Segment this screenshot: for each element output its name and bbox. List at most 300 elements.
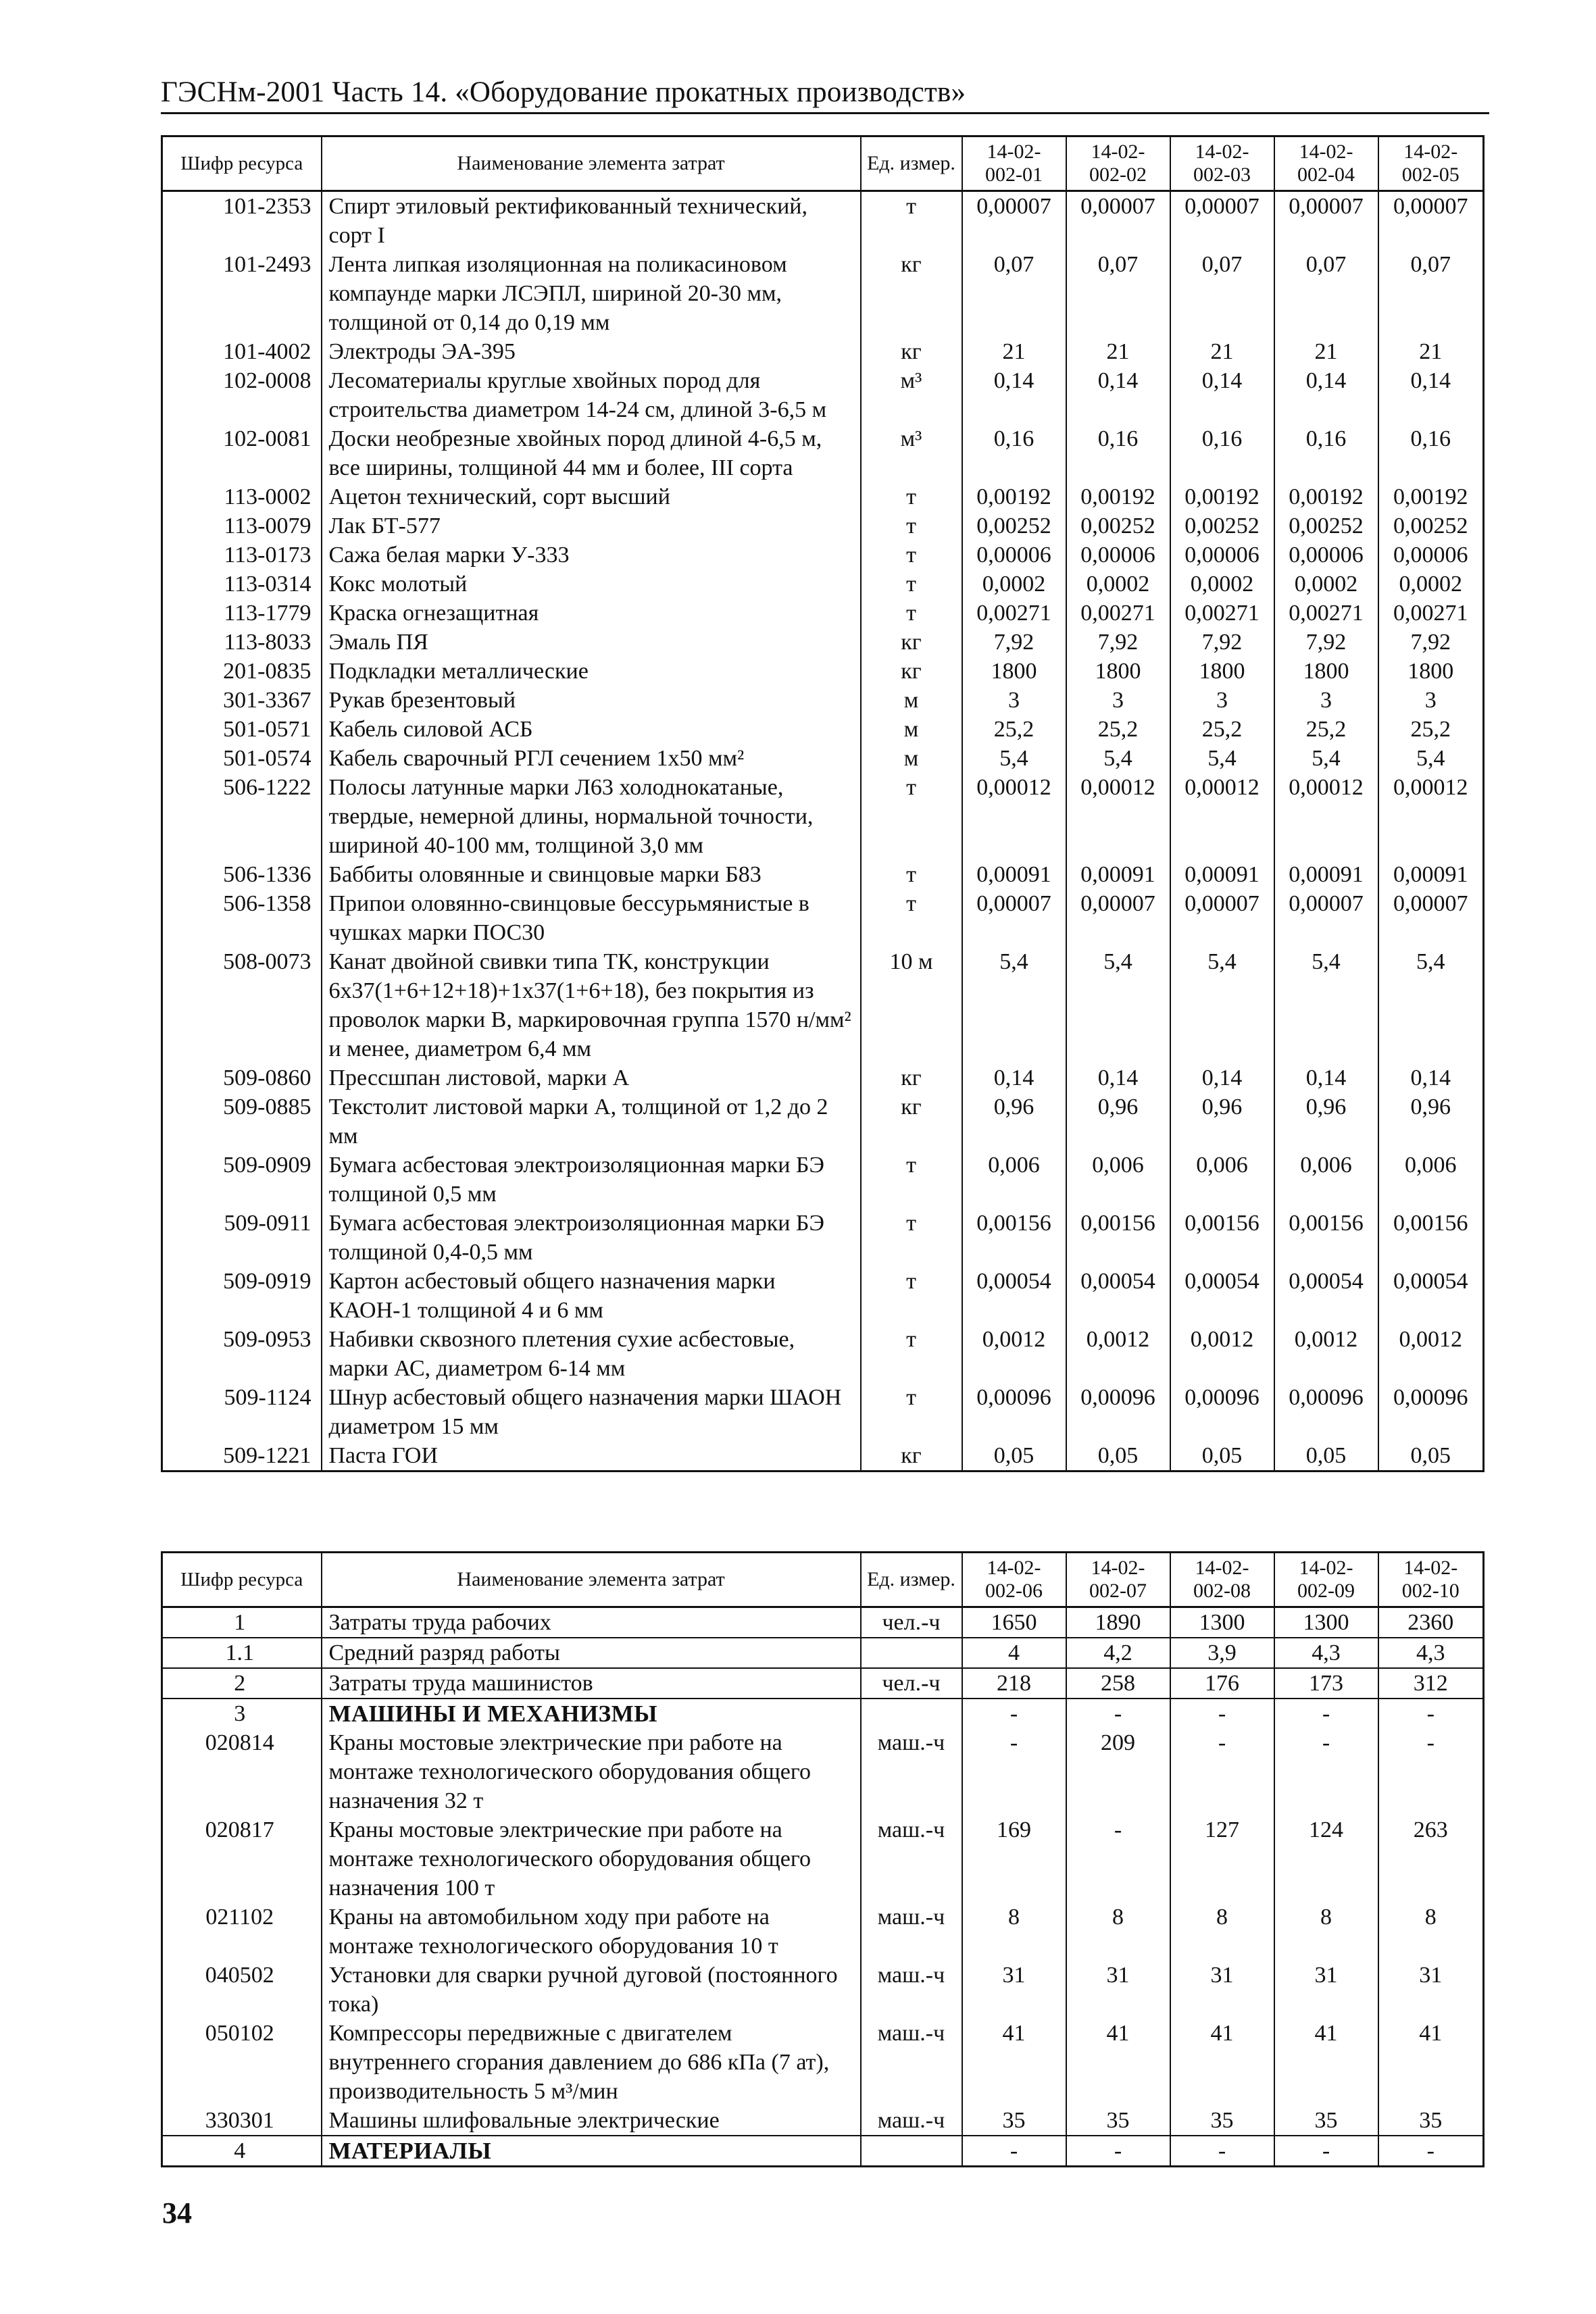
resource-name: Краны мостовые электрические при работе на монтаже технологического оборудования общего назначения 100 т	[322, 1815, 861, 1903]
resource-value: 7,92	[962, 628, 1066, 657]
resource-unit: т	[861, 773, 962, 860]
resource-code: 113-0002	[162, 482, 322, 511]
resources-table-1	[161, 135, 1485, 1472]
resource-unit: т	[861, 1267, 962, 1325]
resource-value: 0,14	[1170, 366, 1274, 424]
resource-code: 508-0073	[162, 947, 322, 1063]
resource-unit: т	[861, 599, 962, 628]
table-row	[162, 628, 1484, 657]
resource-unit: кг	[861, 1092, 962, 1151]
table-row	[162, 2019, 1484, 2106]
header-name: Наименование элемента затрат	[322, 1553, 861, 1607]
resource-name: Машины шлифовальные электрические	[322, 2106, 861, 2136]
resource-value: 0,96	[1066, 1092, 1170, 1151]
resource-code: 021102	[162, 1903, 322, 1961]
resource-value: 0,00007	[1066, 191, 1170, 251]
resource-code: 113-0314	[162, 570, 322, 599]
resource-value: 0,96	[962, 1092, 1066, 1151]
header-col-5: 14-02- 002-05	[1378, 136, 1484, 191]
table-row	[162, 1815, 1484, 1903]
resource-value: 5,4	[1170, 744, 1274, 773]
resource-value: 0,96	[1170, 1092, 1274, 1151]
resource-value: 8	[1274, 1903, 1378, 1961]
resource-code: 101-4002	[162, 337, 322, 366]
resource-value: 0,00054	[1274, 1267, 1378, 1325]
resource-code: 506-1358	[162, 889, 322, 947]
resource-name: Кабель силовой АСБ	[322, 715, 861, 744]
resource-value: 0,00192	[962, 482, 1066, 511]
resource-unit	[861, 1638, 962, 1668]
resource-value: 0,00006	[1274, 540, 1378, 570]
table-row	[162, 2136, 1484, 2167]
resource-code: 113-0173	[162, 540, 322, 570]
resource-unit: маш.-ч	[861, 2106, 962, 2136]
resource-unit: маш.-ч	[861, 1728, 962, 1815]
resource-value: 5,4	[1066, 744, 1170, 773]
resource-value: -	[1170, 2136, 1274, 2167]
resource-name: Прессшпан листовой, марки А	[322, 1063, 861, 1092]
resource-value: -	[1274, 2136, 1378, 2167]
resource-code: 113-8033	[162, 628, 322, 657]
resource-code: 509-0953	[162, 1325, 322, 1383]
resource-value: 0,00006	[962, 540, 1066, 570]
table-row	[162, 599, 1484, 628]
resource-value: 0,00012	[1378, 773, 1484, 860]
resource-value: 0,0012	[1274, 1325, 1378, 1383]
table-row	[162, 686, 1484, 715]
resource-value: 3	[962, 686, 1066, 715]
resource-code: 509-0860	[162, 1063, 322, 1092]
resource-value: 8	[1066, 1903, 1170, 1961]
resource-code: 102-0081	[162, 424, 322, 482]
resource-name: Шнур асбестовый общего назначения марки ШАОН диаметром 15 мм	[322, 1383, 861, 1441]
resource-code: 1.1	[162, 1638, 322, 1668]
resource-value: 258	[1066, 1668, 1170, 1699]
resource-value: 0,00007	[1274, 191, 1378, 251]
resource-unit: т	[861, 482, 962, 511]
resource-value: 0,96	[1378, 1092, 1484, 1151]
resource-value: -	[962, 2136, 1066, 2167]
resource-code: 509-1221	[162, 1441, 322, 1472]
resource-name: Рукав брезентовый	[322, 686, 861, 715]
table-row	[162, 1267, 1484, 1325]
resource-value: 1650	[962, 1607, 1066, 1638]
resource-value: 2360	[1378, 1607, 1484, 1638]
resource-value: 7,92	[1378, 628, 1484, 657]
resource-value: 0,0002	[1274, 570, 1378, 599]
resource-unit: т	[861, 860, 962, 889]
resource-unit: 10 м	[861, 947, 962, 1063]
table-row	[162, 657, 1484, 686]
resource-value: 41	[1274, 2019, 1378, 2106]
resource-unit: т	[861, 511, 962, 540]
resources-table-2	[161, 1551, 1485, 2167]
resource-name: Краны мостовые электрические при работе на монтаже технологического оборудования общего назначения 32 т	[322, 1728, 861, 1815]
resource-value: 0,0012	[1378, 1325, 1484, 1383]
resource-unit: кг	[861, 657, 962, 686]
resource-value: -	[1066, 1699, 1170, 1728]
resource-code: 050102	[162, 2019, 322, 2106]
resource-value: 169	[962, 1815, 1066, 1903]
resource-value: 0,00091	[1066, 860, 1170, 889]
table-row	[162, 1063, 1484, 1092]
resource-unit: м	[861, 715, 962, 744]
resource-value: 21	[1066, 337, 1170, 366]
header-col-10: 14-02- 002-10	[1378, 1553, 1484, 1607]
header-rule	[161, 112, 1489, 114]
resource-value: 0,006	[1378, 1151, 1484, 1209]
table-row	[162, 860, 1484, 889]
resource-value: 5,4	[962, 744, 1066, 773]
resource-value: 41	[1066, 2019, 1170, 2106]
resource-code: 2	[162, 1668, 322, 1699]
resource-value: 31	[1378, 1961, 1484, 2019]
resource-code: 509-0909	[162, 1151, 322, 1209]
resource-value: 0,00271	[962, 599, 1066, 628]
resource-value: 0,00156	[1170, 1209, 1274, 1267]
resource-value: 1800	[1066, 657, 1170, 686]
resource-unit: чел.-ч	[861, 1668, 962, 1699]
page-header: ГЭСНм-2001 Часть 14. «Оборудование прокатных производств»	[161, 76, 966, 108]
resource-value: 218	[962, 1668, 1066, 1699]
resource-value: 35	[1170, 2106, 1274, 2136]
resource-value: 0,006	[1170, 1151, 1274, 1209]
resource-unit	[861, 2136, 962, 2167]
resource-name: Кокс молотый	[322, 570, 861, 599]
header-col-9: 14-02- 002-09	[1274, 1553, 1378, 1607]
resource-name: Компрессоры передвижные с двигателем внутреннего сгорания давлением до 686 кПа (7 ат), производительность 5 м³/мин	[322, 2019, 861, 2106]
resource-value: 176	[1170, 1668, 1274, 1699]
table-row	[162, 540, 1484, 570]
table-row	[162, 1209, 1484, 1267]
resource-value: -	[1066, 1815, 1170, 1903]
resource-value: 0,16	[1170, 424, 1274, 482]
resource-value: 5,4	[1274, 744, 1378, 773]
resource-value: 0,14	[1378, 1063, 1484, 1092]
resource-value: 4,3	[1378, 1638, 1484, 1668]
resource-code: 506-1336	[162, 860, 322, 889]
resource-value: 0,00192	[1066, 482, 1170, 511]
resource-value: 0,00007	[1378, 889, 1484, 947]
resource-name: Текстолит листовой марки А, толщиной от 1,2 до 2 мм	[322, 1092, 861, 1151]
resource-value: 0,05	[1378, 1441, 1484, 1472]
resource-name: Затраты труда машинистов	[322, 1668, 861, 1699]
resource-value: 35	[1378, 2106, 1484, 2136]
resource-value: 0,00091	[1170, 860, 1274, 889]
resource-name: Канат двойной свивки типа ТК, конструкции 6х37(1+6+12+18)+1х37(1+6+18), без покрытия из проволок марки В, маркировочная группа 1570 н/мм² и менее, диаметром 6,4 мм	[322, 947, 861, 1063]
resource-unit	[861, 1699, 962, 1728]
resource-code: 1	[162, 1607, 322, 1638]
resource-name: Лента липкая изоляционная на поликасиновом компаунде марки ЛСЭПЛ, шириной 20-30 мм, толщиной от 0,14 до 0,19 мм	[322, 250, 861, 337]
resource-value: 21	[1274, 337, 1378, 366]
resource-value: 0,00012	[1066, 773, 1170, 860]
resource-unit: м	[861, 686, 962, 715]
resource-value: 0,0002	[962, 570, 1066, 599]
resource-code: 509-0911	[162, 1209, 322, 1267]
resource-value: 0,00091	[1274, 860, 1378, 889]
resource-value: 0,00012	[1170, 773, 1274, 860]
resource-value: 0,006	[962, 1151, 1066, 1209]
resource-unit: м³	[861, 424, 962, 482]
header-unit: Ед. измер.	[861, 136, 962, 191]
resource-code: 101-2493	[162, 250, 322, 337]
resource-value: 0,16	[962, 424, 1066, 482]
resource-value: 0,00006	[1170, 540, 1274, 570]
resource-name: МАШИНЫ И МЕХАНИЗМЫ	[322, 1699, 861, 1728]
resource-name: МАТЕРИАЛЫ	[322, 2136, 861, 2167]
resource-value: 0,05	[1274, 1441, 1378, 1472]
resource-value: 0,00096	[1274, 1383, 1378, 1441]
resource-code: 102-0008	[162, 366, 322, 424]
table-row	[162, 1699, 1484, 1728]
resource-value: 0,00096	[1378, 1383, 1484, 1441]
resource-name: Сажа белая марки У-333	[322, 540, 861, 570]
resource-code: 201-0835	[162, 657, 322, 686]
resource-unit: маш.-ч	[861, 1903, 962, 1961]
resource-value: 127	[1170, 1815, 1274, 1903]
resource-value: 0,006	[1066, 1151, 1170, 1209]
resource-value: -	[1170, 1728, 1274, 1815]
resource-value: 0,0012	[1066, 1325, 1170, 1383]
table-row	[162, 1903, 1484, 1961]
header-col-7: 14-02- 002-07	[1066, 1553, 1170, 1607]
resource-name: Ацетон технический, сорт высший	[322, 482, 861, 511]
table-row	[162, 1441, 1484, 1472]
resource-code: 301-3367	[162, 686, 322, 715]
resource-value: 3	[1378, 686, 1484, 715]
resource-value: 0,00054	[962, 1267, 1066, 1325]
header-unit: Ед. измер.	[861, 1553, 962, 1607]
table-row	[162, 1668, 1484, 1699]
resource-code: 509-0885	[162, 1092, 322, 1151]
table-row	[162, 1383, 1484, 1441]
resource-value: 3	[1170, 686, 1274, 715]
header-col-3: 14-02- 002-03	[1170, 136, 1274, 191]
resource-value: 0,00091	[962, 860, 1066, 889]
resource-value: 0,00007	[1378, 191, 1484, 251]
resource-name: Кабель сварочный РГЛ сечением 1х50 мм²	[322, 744, 861, 773]
resource-value: 0,00012	[1274, 773, 1378, 860]
header-col-2: 14-02- 002-02	[1066, 136, 1170, 191]
resource-value: 0,05	[1066, 1441, 1170, 1472]
resource-value: 0,00192	[1274, 482, 1378, 511]
resource-name: Бумага асбестовая электроизоляционная марки БЭ толщиной 0,4-0,5 мм	[322, 1209, 861, 1267]
resource-value: 35	[962, 2106, 1066, 2136]
table-row	[162, 1325, 1484, 1383]
resource-unit: маш.-ч	[861, 2019, 962, 2106]
resource-value: 0,16	[1066, 424, 1170, 482]
table-row	[162, 2106, 1484, 2136]
resource-value: 3,9	[1170, 1638, 1274, 1668]
resource-code: 040502	[162, 1961, 322, 2019]
table-body	[162, 1607, 1484, 2167]
resource-name: Набивки сквозного плетения сухие асбестовые, марки АС, диаметром 6-14 мм	[322, 1325, 861, 1383]
resource-value: 21	[962, 337, 1066, 366]
resource-value: 124	[1274, 1815, 1378, 1903]
resource-value: 0,07	[1274, 250, 1378, 337]
resource-value: 0,00271	[1274, 599, 1378, 628]
resource-value: 0,00192	[1170, 482, 1274, 511]
resource-value: 1800	[1274, 657, 1378, 686]
resource-value: 5,4	[1378, 744, 1484, 773]
resource-name: Подкладки металлические	[322, 657, 861, 686]
resource-name: Лесоматериалы круглые хвойных пород для строительства диаметром 14-24 см, длиной 3-6,5 м	[322, 366, 861, 424]
resource-value: 1800	[1378, 657, 1484, 686]
resource-value: 312	[1378, 1668, 1484, 1699]
resource-value: 0,00252	[1170, 511, 1274, 540]
resource-value: 0,00252	[1066, 511, 1170, 540]
resource-value: 1300	[1170, 1607, 1274, 1638]
table-row	[162, 482, 1484, 511]
resource-value: 0,05	[1170, 1441, 1274, 1472]
resource-value: 0,0002	[1066, 570, 1170, 599]
resource-name: Бумага асбестовая электроизоляционная марки БЭ толщиной 0,5 мм	[322, 1151, 861, 1209]
resource-unit: т	[861, 191, 962, 251]
resource-value: 41	[1170, 2019, 1274, 2106]
resource-value: 0,00192	[1378, 482, 1484, 511]
resource-value: 4	[962, 1638, 1066, 1668]
resource-value: 0,00012	[962, 773, 1066, 860]
resource-name: Паста ГОИ	[322, 1441, 861, 1472]
resource-value: 5,4	[1170, 947, 1274, 1063]
resource-value: 0,00006	[1066, 540, 1170, 570]
resource-name: Лак БТ-577	[322, 511, 861, 540]
resource-unit: кг	[861, 1441, 962, 1472]
resource-value: 0,00006	[1378, 540, 1484, 570]
resource-code: 501-0574	[162, 744, 322, 773]
resource-value: 25,2	[1066, 715, 1170, 744]
resource-unit: маш.-ч	[861, 1815, 962, 1903]
table-row	[162, 424, 1484, 482]
resource-value: 0,00271	[1378, 599, 1484, 628]
resource-value: 25,2	[1170, 715, 1274, 744]
resource-value: 0,07	[1378, 250, 1484, 337]
resource-value: 31	[1066, 1961, 1170, 2019]
resource-value: 0,00156	[1066, 1209, 1170, 1267]
resource-value: 0,00252	[1378, 511, 1484, 540]
resource-value: 0,14	[1066, 1063, 1170, 1092]
table-row	[162, 511, 1484, 540]
resource-name: Спирт этиловый ректификованный технический, сорт I	[322, 191, 861, 251]
table-header-row	[162, 1553, 1484, 1607]
resource-code: 501-0571	[162, 715, 322, 744]
resource-unit: кг	[861, 337, 962, 366]
resource-unit: т	[861, 1209, 962, 1267]
header-col-6: 14-02- 002-06	[962, 1553, 1066, 1607]
resource-code: 101-2353	[162, 191, 322, 251]
resource-value: 0,00007	[962, 191, 1066, 251]
resource-value: 0,0002	[1170, 570, 1274, 599]
resource-value: 21	[1378, 337, 1484, 366]
resource-name: Доски необрезные хвойных пород длиной 4-6,5 м, все ширины, толщиной 44 мм и более, III сорта	[322, 424, 861, 482]
resource-value: 0,16	[1274, 424, 1378, 482]
resource-value: 35	[1066, 2106, 1170, 2136]
resource-value: 0,00156	[1274, 1209, 1378, 1267]
resource-value: 7,92	[1066, 628, 1170, 657]
resource-value: 0,00054	[1170, 1267, 1274, 1325]
resource-value: 0,14	[1170, 1063, 1274, 1092]
resource-value: 21	[1170, 337, 1274, 366]
table-row	[162, 744, 1484, 773]
resource-value: -	[1378, 1728, 1484, 1815]
resource-value: 1300	[1274, 1607, 1378, 1638]
resource-value: 5,4	[1066, 947, 1170, 1063]
resource-unit: чел.-ч	[861, 1607, 962, 1638]
resource-name: Затраты труда рабочих	[322, 1607, 861, 1638]
resource-name: Электроды ЭА-395	[322, 337, 861, 366]
resource-value: 0,0002	[1378, 570, 1484, 599]
resource-value: 4,2	[1066, 1638, 1170, 1668]
resource-value: -	[1274, 1728, 1378, 1815]
table-row	[162, 1961, 1484, 2019]
resource-name: Установки для сварки ручной дуговой (постоянного тока)	[322, 1961, 861, 2019]
resource-value: 0,14	[1066, 366, 1170, 424]
resource-value: 7,92	[1274, 628, 1378, 657]
resource-value: 41	[962, 2019, 1066, 2106]
resource-code: 3	[162, 1699, 322, 1728]
resource-value: 0,006	[1274, 1151, 1378, 1209]
resource-name: Средний разряд работы	[322, 1638, 861, 1668]
resource-value: 0,00096	[962, 1383, 1066, 1441]
resource-value: -	[1274, 1699, 1378, 1728]
resource-value: 0,00007	[1170, 889, 1274, 947]
header-col-1: 14-02- 002-01	[962, 136, 1066, 191]
resource-value: 1890	[1066, 1607, 1170, 1638]
table-row	[162, 1607, 1484, 1638]
resource-value: 31	[962, 1961, 1066, 2019]
resource-value: 0,07	[1066, 250, 1170, 337]
resource-unit: т	[861, 1383, 962, 1441]
table-body	[162, 191, 1484, 1472]
resource-unit: т	[861, 1151, 962, 1209]
resource-value: 0,00007	[962, 889, 1066, 947]
resource-unit: кг	[861, 250, 962, 337]
resource-unit: м	[861, 744, 962, 773]
resource-code: 020814	[162, 1728, 322, 1815]
resource-value: 1800	[1170, 657, 1274, 686]
resource-value: 35	[1274, 2106, 1378, 2136]
resource-value: -	[1066, 2136, 1170, 2167]
resource-value: 0,00252	[962, 511, 1066, 540]
resource-value: 0,00096	[1066, 1383, 1170, 1441]
resource-value: 0,14	[1274, 366, 1378, 424]
resource-code: 509-1124	[162, 1383, 322, 1441]
resource-code: 113-1779	[162, 599, 322, 628]
resource-unit: т	[861, 889, 962, 947]
resource-value: 0,14	[962, 366, 1066, 424]
resource-name: Краска огнезащитная	[322, 599, 861, 628]
resource-code: 4	[162, 2136, 322, 2167]
resource-value: 25,2	[1378, 715, 1484, 744]
resource-code: 506-1222	[162, 773, 322, 860]
resource-unit: м³	[861, 366, 962, 424]
resource-value: 5,4	[962, 947, 1066, 1063]
resource-value: 8	[1378, 1903, 1484, 1961]
resource-value: 0,96	[1274, 1092, 1378, 1151]
table-row	[162, 947, 1484, 1063]
resource-value: 3	[1066, 686, 1170, 715]
resource-value: 25,2	[962, 715, 1066, 744]
resource-value: 0,14	[962, 1063, 1066, 1092]
resource-value: 209	[1066, 1728, 1170, 1815]
resource-unit: кг	[861, 628, 962, 657]
resource-value: 263	[1378, 1815, 1484, 1903]
header-code: Шифр ресурса	[162, 1553, 322, 1607]
table-row	[162, 250, 1484, 337]
resource-value: 0,0012	[962, 1325, 1066, 1383]
table-row	[162, 889, 1484, 947]
table-row	[162, 337, 1484, 366]
